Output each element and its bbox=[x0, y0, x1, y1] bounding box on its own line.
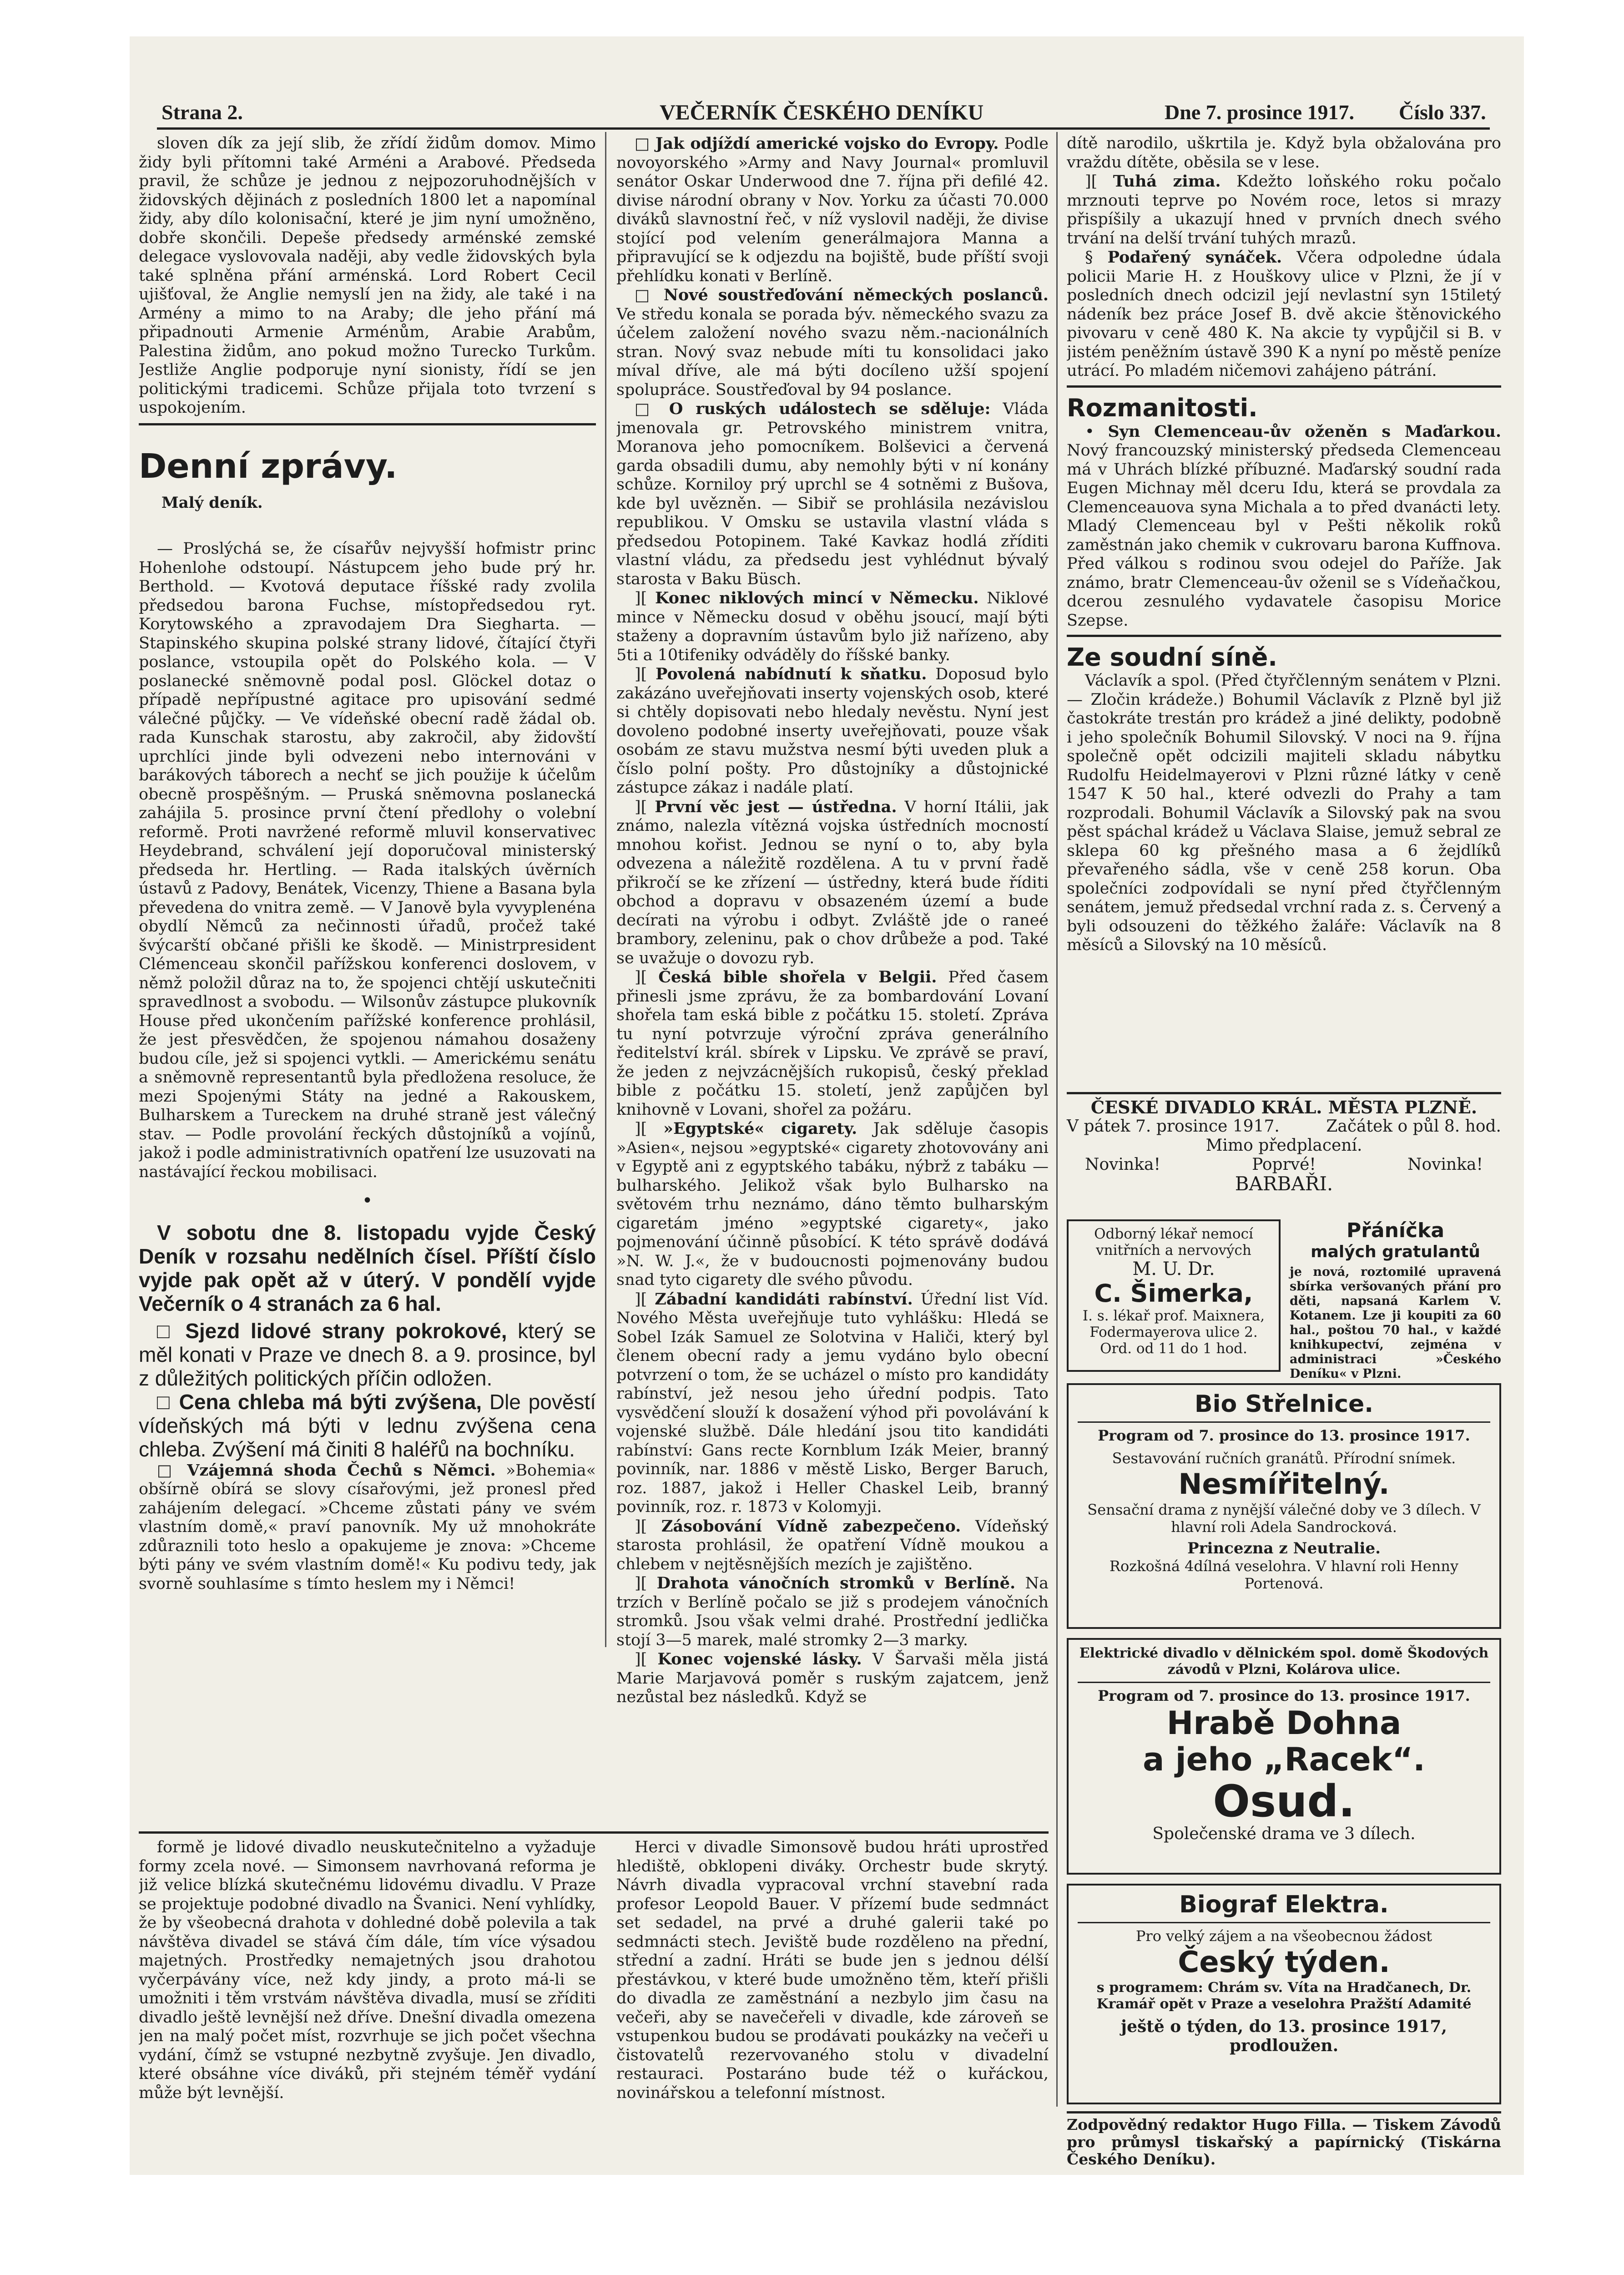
section-rule bbox=[139, 418, 596, 425]
theatre-play: BARBAŘI. bbox=[1235, 1173, 1333, 1195]
column-divider bbox=[1056, 132, 1058, 2107]
ad-line: I. s. lékař prof. Maixnera, bbox=[1082, 1308, 1265, 1324]
film-title: Český týden. bbox=[1178, 1946, 1390, 1979]
theatre-start: Začátek o půl 8. hod. bbox=[1326, 1117, 1501, 1136]
news-item-title: Cena chleba má býti zvýšena, bbox=[179, 1390, 482, 1414]
news-item-text: který se měl konati v Praze ve dnech 8. a 9. prosince, byl z důležitých politických příčin odložen. bbox=[139, 1319, 596, 1390]
cinema-line: s programem: Chrám sv. Víta na Hradčanech, Dr. Kramář opět v Praze a veselohra Pražští Adamité bbox=[1096, 1980, 1472, 2012]
news-item: □ Jak odjíždí americké vojsko do Evropy. Podle novoyorského »Army and Navy Journal« promluvil senátor Oskar Underwood dne 7. října při defilé 42. divise národní obrany v Nov. Yorku za účasti 70.000 diváků slavnostní řeč, v níž vyslovil naději, že divise stojící pod velením generálmajora Manna a připravující se k odjezdu na bojiště, bude příští svoji přehlídku konati v Berlíně. bbox=[616, 134, 1049, 285]
film-description: Rozkošná 4dílná veselohra. V hlavní roli Henny Portenová. bbox=[1109, 1557, 1459, 1592]
news-item-title: Syn Clemenceau-ův oženěn s Maďarkou. bbox=[1108, 422, 1501, 441]
ad-text: je nová, roztomilé upravená sbírka veršovaných přání pro děti, napsaná Karlem V. Kotanem. Lze ji koupiti za 60 hal., poštou 70 hal., v každé knihkupectví, zejména v administraci »Českého Deníku« v Plzni. bbox=[1290, 1265, 1501, 1381]
column-divider bbox=[605, 132, 606, 1647]
column-1 bbox=[139, 134, 596, 2109]
ad-title: Přáníčka bbox=[1346, 1219, 1445, 1242]
ad-line: Ord. od 11 do 1 hod. bbox=[1100, 1340, 1247, 1357]
cinema-line: Sestavování ručních granátů. Přírodní snímek. bbox=[1112, 1450, 1456, 1467]
news-item-title: Drahota vánočních stromků v Berlíně. bbox=[656, 1574, 1016, 1592]
film-title: Nesmířitelný. bbox=[1178, 1467, 1390, 1501]
news-item-text: Kdežto loňského roku počalo mrznouti teprve po Novém roce, letos si mrazy přispíšily a ukazují hned v prvních dnech svého trvání na delší trvání tuhých mrazů. bbox=[1067, 172, 1501, 248]
film-title: Hrabě Dohna bbox=[1166, 1704, 1402, 1742]
news-item-title: Konec niklových mincí v Německu. bbox=[655, 589, 979, 607]
cinema-line: Pro velký zájem a na všeobecnou žádost bbox=[1135, 1927, 1432, 1945]
news-item-title: Konec vojenské lásky. bbox=[657, 1650, 862, 1668]
news-item: ][ Drahota vánočních stromků v Berlíně. Na trzích v Berlíně počalo se již s prodejem vánočních stromků. Jsou však velmi drahé. Prostřední jedlička stojí 3—5 marek, malé stromky 2—3 marky. bbox=[616, 1574, 1049, 1649]
news-item-title: Zásobování Vídně zabezpečeno. bbox=[661, 1517, 961, 1536]
film-title: Princezna z Neutralie. bbox=[1187, 1539, 1381, 1557]
news-item-text: Úřední list Víd. Nového Města uveřejňuje tuto vyhlášku: Hledá se Sobel Izák Samuel ze Solotvina v Haliči, který byl členem obecní rady a jemu vydáno bylo obecní potvrzení o tom, že se ucházel o místo pro kandidáty rabínství, jež nesou jeho úřední podpis. Tato vysvědčení slouží k dosažení výhod při povolávání k vojenské službě. Dále hledání jsou tito kandidáti rabínství: Gans recte Kornblum Izák Meier, branný povinník, nar. 1886 v městě Lisko, Berger Baruch, roz. 1887, jakož i Heller Chaskel Leib, branný povinník, roz. r. 1873 v Kolomyji. bbox=[616, 1290, 1049, 1516]
news-item-title: První věc jest — ústředna. bbox=[655, 797, 897, 816]
news-item-text: Niklové mince v Německu dosud v oběhu jsoucí, mají býti staženy a dopravním ústavům bylo již nařízeno, aby 5ti a 10tifeniky odváděly do říšské banky. bbox=[616, 589, 1049, 664]
news-item: Václavík a spol. (Před čtyřčlenným senátem v Plzni. — Zločin krádeže.) Bohumil Václavík z Plzně byl již častokráte trestán pro krádež a jiné delikty, podobně i jeho společník Bohumil Silovský. V noci na 9. října společně opět odcizili majiteli skladu nábytku Rudolfu Heidelmayerovi v Plzni různé látky v ceně 1547 K 50 hal., které odvezli do Prahy a tam rozprodali. Bohumil Václavík a Silovský pak na svou pěst spáchal krádež u Václava Slaise, jemuž sebral ze sklepa 60 kg přešného masa a 6 žejdlíků převařeného sádla, vše v ceně 258 korun. Oba společníci zodpovídali se nyní před čtyřčlenným senátem, jemuž předsedal vrchní rada z. s. Červený a byli odsouzeni do těžkého žaláře: Václavík na 8 měsíců a Silovský na 10 měsíců. bbox=[1067, 672, 1501, 954]
cinema-advertisement bbox=[1067, 1383, 1501, 1629]
cinema-advertisement bbox=[1067, 1638, 1501, 1875]
column-2 bbox=[616, 134, 1049, 1827]
news-item-text: Vláda jmenovala gr. Petrovského ministrem vnitra, Moranova jeho pomocníkem. Bolševici a červená garda obsadili dumu, aby nemohly býti v ní konány schůze. Korniloy prý uprchl se 4 sotněmi z Bušova, kde byl uvězněn. — Sibiř se prohlásila nezávislou republikou. V Omsku se ustavila vlastní vláda s předsedou Potopinem. Také Kavkaz hodlá zříditi vlastní vládu, za předsedu jest vyhlédnut bývalý starosta v Baku Büsch. bbox=[616, 400, 1049, 588]
newspaper-title: VEČERNÍK ČESKÉHO DENÍKU bbox=[660, 101, 984, 125]
film-description: Sensační drama z nynější válečné doby ve 3 dílech. V hlavní roli Adela Sandrocková. bbox=[1087, 1501, 1481, 1536]
news-item-text: Na trzích v Berlíně počalo se již s prodejem vánočních stromků. Jsou však velmi drahé. Prostřední jedlička stojí 3—5 marek, malé stromky 2—3 marky. bbox=[616, 1574, 1049, 1649]
news-item: ][ Česká bible shořela v Belgii. Před časem přinesli jsme zprávu, že za bombardování Lovaní shořela tam eská bible z počátku 15. století. Zpráva tu nyní potvrzuje výroční zpráva generálního ředitelství král. sbírek v Lipsku. Ve zprávě se praví, že jeden z nejvzácnějších rukopisů, český překlad bible z počátku 15. století, jenž zapůjčen byl knihovně v Lovani, shořel za požáru. bbox=[616, 968, 1049, 1119]
article-continuation: Herci v divadle Simonsově budou hráti uprostřed hlediště, obklopeni diváky. Orchestr bude skrytý. Návrh divadla vypracoval vrchní stavební rada profesor Leopold Bauer. V přízemí bude sedmnáct set sedadel, na prvé a druhé galerii také po sedmnácti stech. Jeviště bude rozděleno na přední, střední a zadní. Hráti se bude jen s jednou délší přestávkou, v které bude umožněno těm, kteří přišli do divadla ze zaměstnání a nezbylo jim času na večeři, aby se navečeřeli v divadle, kde zároveň se vstupenkou budou se prodávati poukázky na večeři u čistovatelů rezervovaného stolu v divadelní restauraci. Postaráno bude též o kuřáckou, novinářskou a telefonní místnost. bbox=[616, 1838, 1049, 2102]
news-item: ][ Konec niklových mincí v Německu. Niklové mince v Německu dosud v oběhu jsoucí, mají býti staženy a dopravním ústavům bylo již nařízeno, aby 5ti a 10tifeniky odváděly do říšské banky. bbox=[616, 589, 1049, 664]
section-rule bbox=[1067, 385, 1501, 388]
film-title: Osud. bbox=[1213, 1776, 1355, 1827]
bottom-band-rule bbox=[139, 1831, 1049, 1834]
news-item-title: O ruských událostech se sděluje: bbox=[669, 399, 991, 418]
theatre-announcement bbox=[1067, 1092, 1501, 1217]
newspaper-page bbox=[130, 36, 1524, 2175]
news-item-title: Jak odjíždí americké vojsko do Evropy. bbox=[655, 134, 999, 153]
news-item-title: Povolená nabídnutí k sňatku. bbox=[656, 665, 927, 683]
cinema-name: Biograf Elektra. bbox=[1179, 1891, 1389, 1918]
news-item: □ Vzájemná shoda Čechů s Němci. »Bohemia« obšírně obírá se slovy císařovými, jež pronesl před zahájením delegací. »Chceme zůstati pány ve svém vlastním domě,« praví panovník. My už mnohokráte zdůraznili toto heslo a opakujeme je znova: »Chceme býti pány ve svém vlastním domě!« Ku podivu tedy, jak svorně souhlasíme s tímto heslem my i Němci! bbox=[139, 1461, 596, 1593]
doctor-name: C. Šimerka, bbox=[1094, 1279, 1253, 1308]
news-item: ][ Tuhá zima. Kdežto loňského roku počalo mrznouti teprve po Novém roce, letos si mrazy přispíšily a ukazují hned v prvních dnech svého trvání na delší trvání tuhých mrazů. bbox=[1067, 172, 1501, 248]
cinema-advertisement bbox=[1067, 1884, 1501, 2104]
ad-line: vnitřních a nervových bbox=[1096, 1242, 1251, 1259]
cinema-name: Elektrické divadlo v dělnickém spol. domě Škodových závodů v Plzni, Kolárova ulice. bbox=[1079, 1645, 1489, 1678]
article-continuation: formě je lidové divadlo neuskutečnitelno a vyžaduje formy zcela nové. — Simonsem navrhovaná reforma je již velice blízká skutečnému lidovému divadlu. V Praze se projektuje podobné divadlo na Švanici. Není vyhlídky, že by všeobecná drahota v dohledné době polevila a tak návštěva divadel se stává čím dále, tím více výsadou majetných. Prostředky nemajetných jsou drahotou vyčerpávány více, než kdy jindy, a proto má-li se umožniti i těm vrstvám návštěva divadla, musí se zříditi divadlo ještě levnější než dříve. Dnešní divadla omezena jen na malý počet míst, rozvrhuje se jich počet všechna vydání, čímž se vstupné nezbytně zvyšuje. Jen divadlo, které obsáhne více diváků, při stejném téměř vydání může být levnější. bbox=[139, 1838, 596, 2102]
separator-dot: • bbox=[362, 1190, 373, 1211]
news-item-title: »Egyptské« cigarety. bbox=[663, 1119, 857, 1138]
book-advertisement bbox=[1290, 1219, 1501, 1381]
news-item-text: Před časem přinesli jsme zprávu, že za bombardování Lovaní shořela tam eská bible z počátku 15. století. Zpráva tu nyní potvrzuje výroční zpráva generálního ředitelství král. sbírek v Lipsku. Ve zprávě se praví, že jeden z nejvzácnějších rukopisů, český překlad bible z počátku 15. století, jenž zapůjčen byl knihovně v Lovani, shořel za požáru. bbox=[616, 968, 1049, 1119]
news-item: □ Nové soustřeďování německých poslanců. Ve středu konala se porada býv. německého svazu za účelem založení nového svazu něm.-nacionálních stran. Nový svaz nebude míti tu konsolidaci jako míval dříve, ale má býti docíleno užší spojení spolupráce. Soustřeďoval by 94 poslance. bbox=[616, 286, 1049, 399]
news-item-text: Podle novoyorského »Army and Navy Journal« promluvil senátor Oskar Underwood dne 7. října při defilé 42. divise národní obrany v Nov. Yorku za účasti 70.000 diváků slavnostní řeč, v níž vyslovil naději, že divise stojící pod velením generálmajora Manna a připravující se k odjezdu na bojiště, bude příští svoji přehlídku konati v Berlíně. bbox=[616, 135, 1049, 285]
theatre-note: Mimo předplacení. bbox=[1205, 1136, 1362, 1155]
news-item: ][ Konec vojenské lásky. V Šarvaši měla jistá Marie Marjavová poměr s ruským zajatcem, jenž nezůstal bez následků. Když se bbox=[616, 1650, 1049, 1706]
news-item-title: Podařený synáček. bbox=[1107, 248, 1282, 267]
news-item-text: Nový francouzský ministerský předseda Clemenceau má v Uhrách blízké příbuzné. Maďarský soudní rada Eugen Michnay měl dceru Idu, která se provdala za Clemenceauova syna Michala a to před dvanácti lety. Mladý Clemenceau byl v Pešti několik roků zaměstnán jako chemik v cukrovaru barona Kuffnova. Před válkou s rodinou svou odejel do Paříže. Jak známo, bratr Clemenceau-ův oženil se s Vídeňačkou, dcerou zesnulého vydavatele časopisu Morice Szepse. bbox=[1067, 441, 1501, 630]
doctor-advertisement bbox=[1067, 1219, 1281, 1372]
theatre-tag: Poprvé! bbox=[1252, 1155, 1316, 1174]
imprint: Zodpovědný redaktor Hugo Filla. — Tiskem Závodů pro průmysl tiskařský a papírnický (Tiskárna Českého Deníku). bbox=[1067, 2111, 1501, 2168]
column-3 bbox=[1067, 134, 1501, 1090]
news-digest: — Proslýchá se, že císařův nejvyšší hofmistr princ Hohenlohe odstoupí. Nástupcem jeho bude prý hr. Berthold. — Kvotová deputace říšské rady zvolila předsedou barona Fuchse, místopředsedou ryt. Korytowského a zpravodajem Dra Siegharta. — Stapinského skupina polské strany lidové, čítající čtyři poslance, vstoupila opět do Polského kola. — V poslanecké sněmovně podal posl. Glöckel dotaz o případě nepřípustné agitace pro upisování sedmé válečné půjčky. — Ve vídeňské obecní radě žádal ob. rada Kunschak starostu, aby zakročil, aby židovští uprchlíci jinde byli odvezeni nebo internováni v barákových táborech a nechť se jich použije k účelům obecně prospěšným. — Pruská sněmovna poslanecká zahájila 5. prosince první čtení předlohy o volební reformě. Proti navržené reformě mluvil konservativec Heydebrand, schválení její doporučoval ministerský předseda hr. Hertling. — Rada italských úvěrních ústavů z Padovy, Benátek, Vicenzy, Thiene a Basana byla převedena do vnitra země. — V Janově byla vyvyplenéna obydlí Němců za nečinnosti úřadů, pročež také švýcarští občané přišli ke škodě. — Ministrpresident Clémenceau skončil pařížskou konferenci doslovem, v němž položil důraz na to, že spojenci chtějí uskutečniti spravedlnost a svobodu. — Wilsonův zástupce plukovník House před ukončením pařížské konference prohlásil, že jest přesvědčen, že spojenou námahou dosaženy budou cíle, jež si spojenci vytkli. — Americkému senátu a sněmovně representantů byla předložena resoluce, že mezi Spojenými Státy na jedné a Rakouskem, Bulharskem a Tureckem na druhé straně jest válečný stav. — Podle provolání řeckých důstojníků a vojínů, jakož i podle administrativních opatření lze usuzovati na nastávající řeckou mobilisaci. bbox=[139, 540, 596, 1181]
news-item: □ O ruských událostech se sděluje: Vláda jmenovala gr. Petrovského ministrem vnitra, Moranova jeho pomocníkem. Bolševici a červená garda obsadili dumu, aby nemohly býti v ní konány schůze. Korniloy prý uprchl se 4 sotněmi z Bušova, kde byl uvězněn. — Sibiř se prohlásila nezávislou republikou. V Omsku se ustavila vlastní vláda s předsedou Potopinem. Také Kavkaz hodlá zříditi vlastní vládu, za předsedu jest vyhlédnut bývalý starosta v Baku Büsch. bbox=[616, 399, 1049, 588]
news-item: § Podařený synáček. Včera odpoledne údala policii Marie H. z Houškovy ulice v Plzni, že jí v posledních dnech odcizil její nevlastní syn 15tiletý nádeník bez práce Josef B. dvě akcie štěnovického pivovaru v ceně 480 K. Na akcie ty vypůjčil si B. v jistém peněžním ústavě 390 K a nyní po městě peníze utrácí. Po mladém ničemovi zahájeno pátrání. bbox=[1067, 248, 1501, 380]
ad-line: M. U. Dr. bbox=[1132, 1259, 1215, 1279]
issue-number: Číslo 337. bbox=[1399, 101, 1486, 124]
news-item: ][ »Egyptské« cigarety. Jak sděluje časopis »Asien«, nejsou »egyptské« cigarety zhotovovány ani v Egyptě ani z egyptského tabáku, nýbrž z tabáku — bulharského. Jelikož však bylo Bulharsko na světovém trhu neznámo, dáno těmto bulharským cigaretám jméno »egyptské cigarety«, jako pojmenování účinně působící. K této správě dodává »N. W. J.«, že v budoucnosti pojmenovány budou snad tyto cigarety dle svého původu. bbox=[616, 1119, 1049, 1289]
ad-line: Fodermayerova ulice 2. bbox=[1089, 1324, 1258, 1340]
section-title: Denní zprávy. bbox=[139, 446, 398, 486]
news-item-text: »Bohemia« obšírně obírá se slovy císařovými, jež pronesl před zahájením delegací. »Chceme zůstati pány ve svém vlastním domě,« praví panovník. My už mnohokráte zdůraznili toto heslo a opakujeme je znova: »Chceme býti pány ve svém vlastním domě!« Ku podivu tedy, jak svorně souhlasíme s tímto heslem my i Němci! bbox=[139, 1461, 596, 1593]
cinema-program: Program od 7. prosince do 13. prosince 1917. bbox=[1098, 1687, 1470, 1704]
news-item: ][ První věc jest — ústředna. V horní Itálii, jak známo, nalezla vítězná vojska ústředních mocností mnohou kořist. Jednou se nyní o to, aby byla odvezena a náležitě rozdělena. A tu v první řadě přikročí se ke zřízení — ústředny, která bude říditi obchod a dopravu v obsazeném území a bude decírati na výrobu i odbyt. Zvláště jde o raneé brambory, zeleninu, pak o chov drůbeže a pod. Také se uvažuje o dovozu ryb. bbox=[616, 797, 1049, 967]
theatre-tag: Novinka! bbox=[1407, 1155, 1483, 1174]
cinema-program: Program od 7. prosince do 13. prosince 1917. bbox=[1098, 1427, 1470, 1444]
column-1-bottom bbox=[139, 1838, 596, 2157]
news-item-title: Tuhá zima. bbox=[1113, 172, 1221, 191]
news-item-text: Doposud bylo zakázáno uveřejňovati inserty vojenských osob, které si chtěly dopisovati nebo hledaly nevěstu. Nyní jest dovoleno podobné inserty uveřejňovati, pouze však osobám ze stavu mužstva nesmí býti uveden pluk a číslo polní pošty. Pro důstojníky a důstojnické zástupce zákaz i nadále platí. bbox=[616, 665, 1049, 797]
header-rule bbox=[157, 127, 1490, 130]
issue-date: Dne 7. prosince 1917. bbox=[1165, 101, 1354, 124]
news-item-title: Sjezd lidové strany pokrokové, bbox=[185, 1319, 507, 1343]
section-rule bbox=[1067, 635, 1501, 637]
news-item-text: Vídeňský starosta prohlásil, že opatření Vídně moukou a chlebem v nejtěsnějších mezích je zajištěno. bbox=[616, 1517, 1049, 1573]
news-item-text: Jak sděluje časopis »Asien«, nejsou »egyptské« cigarety zhotovovány ani v Egyptě ani z egyptského tabáku, nýbrž z tabáku — bulharského. Jelikož však bylo Bulharsko na světovém trhu neznámo, dáno těmto bulharským cigaretám jméno »egyptské cigarety«, jako pojmenování účinně působící. K této správě dodává »N. W. J.«, že v budoucnosti pojmenovány budou snad tyto cigarety dle svého původu. bbox=[616, 1120, 1049, 1289]
news-item-text: Ve středu konala se porada býv. německého svazu za účelem založení nového svazu něm.-nacionálních stran. Nový svaz nebude míti tu konsolidaci jako míval dříve, ale má býti docíleno užší spojení spolupráce. Soustřeďoval by 94 poslance. bbox=[616, 305, 1049, 399]
notice-text: V sobotu dne 8. listopadu vyjde Český Deník v rozsahu nedělních čísel. Příští číslo vyjde pak opět až v úterý. V pondělí vyjde Večerník o 4 stranách za 6 hal. bbox=[139, 1220, 596, 1315]
subsection-title: Malý deník. bbox=[161, 493, 263, 512]
page-number: Strana 2. bbox=[161, 101, 243, 124]
film-title: a jeho „Racek“. bbox=[1143, 1741, 1425, 1778]
ad-line: Odborný lékař nemocí bbox=[1094, 1226, 1253, 1242]
news-item-text: V Šarvaši měla jistá Marie Marjavová poměr s ruským zajatcem, jenž nezůstal bez následků. Když se bbox=[616, 1650, 1049, 1706]
section-title: Ze soudní síně. bbox=[1067, 643, 1277, 672]
cinema-line: ještě o týden, do 13. prosince 1917, prodloužen. bbox=[1121, 2017, 1447, 2055]
news-item-text: Včera odpoledne údala policii Marie H. z Houškovy ulice v Plzni, že jí v posledních dnech odcizil její nevlastní syn 15tiletý nádeník bez práce Josef B. dvě akcie štěnovického pivovaru v ceně 480 K. Na akcie ty vypůjčil si B. v jistém peněžním ústavě 390 K a nyní po městě peníze utrácí. Po mladém ničemovi zahájeno pátrání. bbox=[1067, 248, 1501, 380]
news-item: ][ Povolená nabídnutí k sňatku. Doposud bylo zakázáno uveřejňovati inserty vojenských osob, které si chtěly dopisovati nebo hledaly nevěstu. Nyní jest dovoleno podobné inserty uveřejňovati, pouze však osobám ze stavu mužstva nesmí býti uveden pluk a číslo polní pošty. Pro důstojníky a důstojnické zástupce zákaz i nadále platí. bbox=[616, 665, 1049, 797]
news-item: □ Sjezd lidové strany pokrokové, který se měl konati v Praze ve dnech 8. a 9. prosince, byl z důležitých politických příčin odložen. bbox=[139, 1319, 596, 1390]
news-item: □ Cena chleba má býti zvýšena, Dle pověstí vídeňských má býti v lednu zvýšena cena chleba. Zvýšení má činiti 8 haléřů na bochníku. bbox=[139, 1390, 596, 1461]
theatre-tag: Novinka! bbox=[1085, 1155, 1160, 1174]
ad-subtitle: malých gratulantů bbox=[1311, 1243, 1480, 1261]
news-item: • Syn Clemenceau-ův oženěn s Maďarkou. Nový francouzský ministerský předseda Clemenceau má v Uhrách blízké příbuzné. Maďarský soudní rada Eugen Michnay měl dceru Idu, která se provdala za Clemenceauova syna Michala a to před dvanácti lety. Mladý Clemenceau byl v Pešti několik roků zaměstnán jako chemik v cukrovaru barona Kuffnova. Před válkou s rodinou svou odejel do Paříže. Jak známo, bratr Clemenceau-ův oženil se s Vídeňačkou, dcerou zesnulého vydavatele časopisu Morice Szepse. bbox=[1067, 422, 1501, 630]
theatre-date: V pátek 7. prosince 1917. bbox=[1067, 1117, 1280, 1136]
news-item-title: Vzájemná shoda Čechů s Němci. bbox=[187, 1461, 496, 1480]
theatre-name: ČESKÉ DIVADLO KRÁL. MĚSTA PLZNĚ. bbox=[1090, 1097, 1478, 1117]
news-item-text: Dle pověstí vídeňských má býti v lednu zvýšena cena chleba. Zvýšení má činiti 8 haléřů na bochníku. bbox=[139, 1390, 596, 1461]
news-item-title: Česká bible shořela v Belgii. bbox=[658, 968, 937, 986]
news-item-title: Zábadní kandidáti rabínství. bbox=[655, 1289, 913, 1309]
news-item-text: V horní Itálii, jak známo, nalezla vítězná vojska ústředních mocností mnohou kořist. Jednou se nyní o to, aby byla odvezena a náležitě rozdělena. A tu v první řadě přikročí se ke zřízení — ústředny, která bude říditi obchod a dopravu v obsazeném území a bude decírati na výrobu i odbyt. Zvláště jde o raneé brambory, zeleninu, pak o chov drůbeže a pod. Také se uvažuje o dovozu ryb. bbox=[616, 798, 1049, 967]
column-2-bottom bbox=[616, 1838, 1049, 2157]
news-item-title: Nové soustřeďování německých poslanců. bbox=[663, 286, 1049, 304]
section-title: Rozmanitosti. bbox=[1067, 393, 1258, 422]
news-item: ][ Zásobování Vídně zabezpečeno. Vídeňský starosta prohlásil, že opatření Vídně moukou a chlebem v nejtěsnějších mezích je zajištěno. bbox=[616, 1517, 1049, 1573]
cinema-name: Bio Střelnice. bbox=[1194, 1390, 1374, 1418]
article-text: sloven dík za její slib, že zřídí židům domov. Mimo židy byli přítomni také Arméni a Arabové. Předseda pravil, že schůze je jednou z nejpozoruhodnějších v židovských dějinách z posledních 1800 let a napomínal židy, aby dílo kolonisační, které je jim nyní umožněno, dobře skončili. Depeše předsedy arménské zemské delegace vyslovovala naději, aby vedle židovských byla také splněna přání arménská. Lord Robert Cecil ujišťoval, že Anglie nemyslí jen na židy, ale také i na Armény a mimo to na Araby; dle jeho přání má připadnouti Armenie Arménům, Arabie Arabům, Palestina židům, ano pokud možno Turecko Turkům. Jestliže Anglie podporuje nyní sionisty, řídí se jen politickými tradicemi. Schůze přijala toto tvrzení s uspokojením. bbox=[139, 134, 596, 417]
article-text: dítě narodilo, uškrtila je. Když byla obžalována pro vraždu dítěte, oběsila se v lese. bbox=[1067, 134, 1501, 172]
film-description: Společenské drama ve 3 dílech. bbox=[1152, 1825, 1416, 1843]
news-item: ][ Zábadní kandidáti rabínství. Úřední list Víd. Nového Města uveřejňuje tuto vyhlášku: Hledá se Sobel Izák Samuel ze Solotvina v Haliči, který byl členem obecní rady a jemu vydáno bylo obecní potvrzení o tom, že se ucházel o místo pro kandidáty rabínství, jež nesou jeho úřední podpis. Tato vysvědčení slouží k dosažení výhod při povolávání k vojenské službě. Dále hledání jsou tito kandidáti rabínství: Gans recte Kornblum Izák Meier, branný povinník, nar. 1886 v městě Lisko, Berger Baruch, roz. 1887, jakož i Heller Chaskel Leib, branný povinník, roz. r. 1873 v Kolomyji. bbox=[616, 1289, 1049, 1516]
